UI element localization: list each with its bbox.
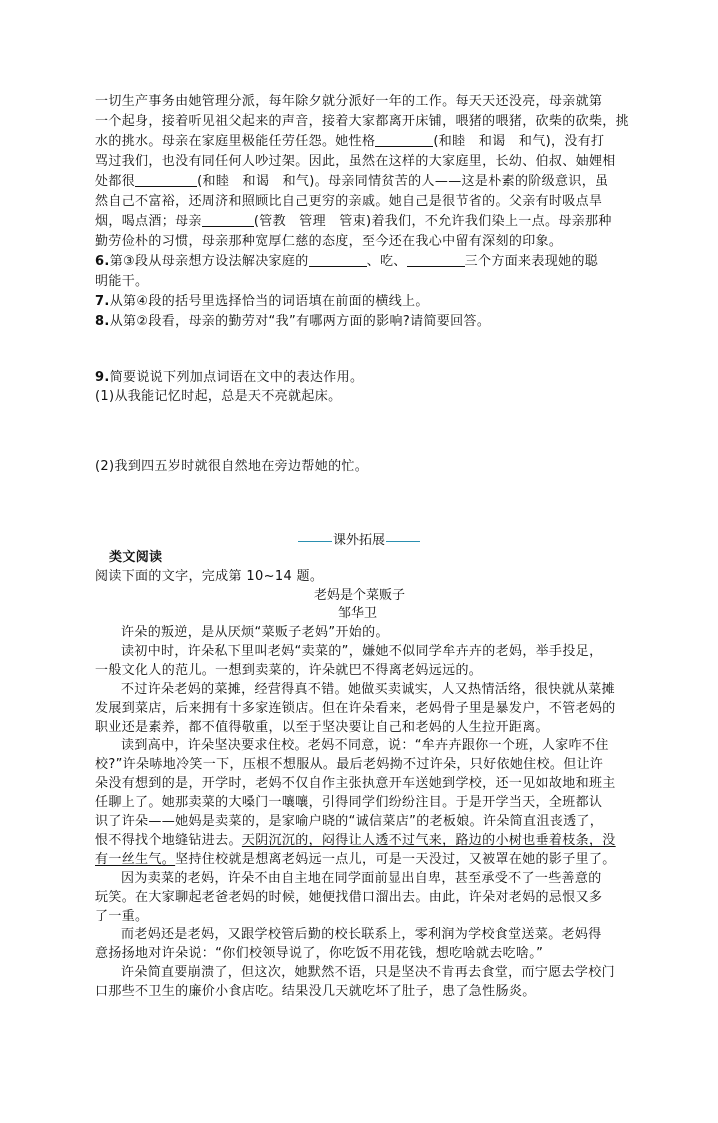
text-line: 勤劳俭朴的习惯，母亲那种宽厚仁慈的态度，至今还在我心中留有深刻的印象。 <box>95 234 563 249</box>
text-line: 一切生产事务由她管理分派，每年除夕就分派好一年的工作。每天天还没亮，母亲就第 <box>95 94 603 109</box>
answer-blank[interactable] <box>375 134 433 147</box>
question-text: 从第④段的括号里选择恰当的词语填在前面的横线上。 <box>109 294 429 309</box>
article-line <box>95 833 616 849</box>
article-line <box>121 644 602 660</box>
text-segment: 处都很 <box>95 174 136 189</box>
article-text: 因为卖菜的老妈，许朵不由自主地在同学面前显出自卑，甚至承受不了一些善意的 <box>121 870 602 886</box>
question-7 <box>95 294 429 310</box>
article-line <box>95 720 549 736</box>
answer-blank[interactable] <box>309 254 367 267</box>
article-line <box>121 927 602 943</box>
question-9-2: (2)我到四五岁时就很自然地在旁边帮她的忙。 <box>95 459 369 474</box>
question-text: 、吃、 <box>366 254 407 269</box>
answer-blank[interactable] <box>135 174 197 187</box>
underlined-sentence: 有一丝生气。 <box>95 851 176 867</box>
underlined-sentence: 天阴沉沉的，闷得让人透不过气来，路边的小树也垂着枝条，没 <box>241 832 616 848</box>
text-segment: (和睦 和谒 和气)，没有打 <box>433 134 605 149</box>
text-line <box>95 174 608 190</box>
question-text: 简要说说下列加点词语在文中的表达作用。 <box>109 370 364 385</box>
article-text: 而老妈还是老妈，又跟学校管后勤的校长联系上，零利润为学校食堂送菜。老妈得 <box>121 927 602 943</box>
question-6 <box>95 254 598 270</box>
article-line <box>95 814 603 830</box>
article-text: 坚持住校就是想离老妈远一点儿，可是一天没过，又被罩在她的影子里了。 <box>175 851 616 867</box>
article-text: 恨不得找个地缝钻进去。 <box>95 832 242 848</box>
article-line <box>95 776 616 792</box>
question-8 <box>95 314 490 330</box>
text-line <box>95 214 612 230</box>
text-segment: 烟，喝点酒；母亲 <box>95 214 202 229</box>
article-text: 识了许朵——她妈是卖菜的，是家喻户晓的“诚信菜店”的老板娘。许朵简直沮丧透了， <box>95 814 604 829</box>
article-line <box>95 890 602 906</box>
article-text: 校?”许朵哧地冷笑一下，压根不想服从。最后老妈拗不过许朵，只好依她住校。但让许 <box>95 757 604 773</box>
article-line <box>95 984 536 1000</box>
text-segment: 水的挑水。母亲在家庭里极能任劳任怨。她性格 <box>95 134 376 149</box>
text-line: 骂过我们，也没有同任何人吵过架。因此，虽然在这样的大家庭里，长幼、伯叔、妯娌相 <box>95 154 616 169</box>
question-9-1: (1)从我能记忆时起，总是天不亮就起床。 <box>95 389 342 404</box>
article-text: 职业还是素养，都不值得敬重，以至于坚决要让自己和老妈的人生拉开距离。 <box>95 719 549 735</box>
article-author: 邹华卫 <box>338 606 378 621</box>
text-segment: (和睦 和谒 和气)。母亲同情贫苦的人——这是朴素的阶级意识，虽 <box>197 174 609 189</box>
article-line <box>95 909 148 925</box>
question-number: 8. <box>95 314 110 329</box>
article-line <box>121 871 602 887</box>
banner-rule-left <box>298 541 332 542</box>
article-line <box>121 965 615 981</box>
article-line <box>95 663 482 679</box>
article-text: 口那些不卫生的廉价小食店吃。结果没几天就吃坏了肚子，患了急性肠炎。 <box>95 984 536 1000</box>
article-text: 读初中时，许朵私下里叫老妈“卖菜的”，嫌她不似同学牟卉卉的老妈，举手投足， <box>121 643 603 659</box>
question-number: 6. <box>95 254 110 269</box>
article-line <box>95 701 616 717</box>
article-line <box>121 625 389 641</box>
text-line: 然自己不富裕，还周济和照顾比自己更穷的亲戚。她自己是很节省的。父亲有时吸点旱 <box>95 194 603 209</box>
question-6-cont: 明能干。 <box>95 274 149 289</box>
text-line <box>95 134 604 150</box>
article-line <box>95 757 603 773</box>
text-segment: (管教 管理 管束)着我们，不允许我们染上一点。母亲那种 <box>253 214 612 229</box>
article-text: 许朵的叛逆，是从厌烦“菜贩子老妈”开始的。 <box>121 625 389 640</box>
section-subhead: 类文阅读 <box>109 550 163 565</box>
question-9 <box>95 370 363 386</box>
article-text: 朵没有想到的是，开学时，老妈不仅自作主张执意开车送她到学校，还一见如故地和班主 <box>95 776 616 792</box>
article-line <box>95 795 602 811</box>
article-text: 玩笑。在大家聊起老爸老妈的时候，她便找借口溜出去。由此，许朵对老妈的忌恨又多 <box>95 889 603 905</box>
article-text: 一般文化人的范儿。一想到卖菜的，许朵就巴不得离老妈远远的。 <box>95 662 483 678</box>
article-line <box>95 852 616 868</box>
section-instruction: 阅读下面的文字，完成第 10~14 题。 <box>95 569 324 584</box>
banner-rule-right <box>386 541 420 542</box>
answer-blank[interactable] <box>407 254 465 267</box>
article-text: 任聊上了。她那卖菜的大嗓门一嚷嚷，引得同学们纷纷注目。于是开学当天，全班都认 <box>95 795 603 811</box>
banner-title: 课外拓展 <box>333 533 386 548</box>
article-text: 许朵简直要崩溃了，但这次，她默然不语，只是坚决不肯再去食堂，而宁愿去学校门 <box>121 965 615 981</box>
article-title: 老妈是个菜贩子 <box>314 588 406 603</box>
answer-blank[interactable] <box>202 214 254 227</box>
article-line <box>121 682 615 698</box>
question-number: 9. <box>95 370 110 385</box>
article-text: 读到高中，许朵坚决要求住校。老妈不同意，说：“牟卉卉跟你一个班，人家咋不住 <box>121 738 609 754</box>
article-text: 了一重。 <box>95 908 149 924</box>
article-line <box>95 946 543 962</box>
article-text: 意扬扬地对许朵说：“你们校领导说了，你吃饭不用花钱，想吃啥就去吃啥。” <box>95 946 544 962</box>
text-line: 一个起身，接着听见祖父起来的声音，接着大家都离开床铺，喂猪的喂猪，砍柴的砍柴，挑 <box>95 114 630 129</box>
article-text: 发展到菜店，后来拥有十多家连锁店。但在许朵看来，老妈骨子里是暴发户，不管老妈的 <box>95 700 616 716</box>
article-text: 不过许朵老妈的菜摊，经营得真不错。她做买卖诚实，人又热情活络，很快就从菜摊 <box>121 681 615 697</box>
article-line <box>121 738 609 754</box>
question-text: 从第②段看，母亲的勤劳对“我”有哪两方面的影响?请简要回答。 <box>109 314 491 329</box>
section-banner <box>298 533 420 549</box>
question-number: 7. <box>95 294 110 309</box>
question-text: 第③段从母亲想方设法解决家庭的 <box>109 254 309 269</box>
question-text: 三个方面来表现她的聪 <box>464 254 599 269</box>
